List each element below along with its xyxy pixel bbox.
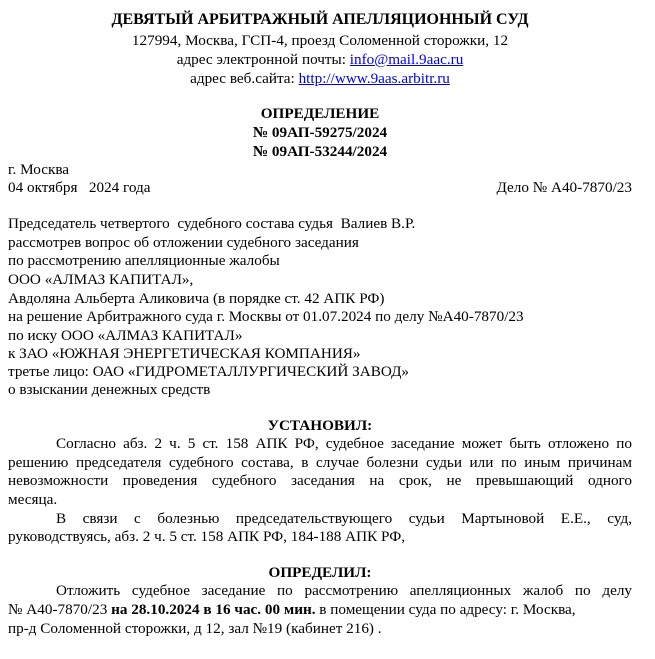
court-name: ДЕВЯТЫЙ АРБИТРАЖНЫЙ АПЕЛЛЯЦИОННЫЙ СУД <box>111 11 529 28</box>
site-line <box>0 69 640 88</box>
ruled-location: в помещении суда по адресу: г. Москва, <box>319 601 576 618</box>
date: 04 октября 2024 года <box>8 179 151 196</box>
intro-line: рассмотрев вопрос об отложении судебного заседания <box>8 234 359 251</box>
court-address: 127994, Москва, ГСП-4, проезд Соломенной сторожки, 12 <box>131 32 509 49</box>
intro-line: третье лицо: ОАО «ГИДРОМЕТАЛЛУРГИЧЕСКИЙ ЗАВОД» <box>8 363 410 380</box>
ruled-heading: ОПРЕДЕЛИЛ: <box>268 564 372 581</box>
established-p2-line: руководствуясь, абз. 2 ч. 5 ст. 158 АПК РФ, 184-188 АПК РФ, <box>8 528 406 545</box>
city: г. Москва <box>8 161 70 178</box>
doc-title: ОПРЕДЕЛЕНИЕ <box>260 105 380 122</box>
intro-line: Авдоляна Альберта Аликовича (в порядке ст. 42 АПК РФ) <box>8 290 385 307</box>
ruled-in: в <box>203 601 212 618</box>
case-number: Дело № А40-7870/23 <box>496 179 632 196</box>
established-p1-line: невозможности проведения судебного заседания на срок, не превышающий одного <box>8 472 632 489</box>
established-p1-line: месяца. <box>8 491 58 508</box>
ruled-case-number: № А40-7870/23 <box>8 601 108 618</box>
established-p1-line: Согласно абз. 2 ч. 5 ст. 158 АПК РФ, судебное заседание может быть отложено по <box>56 435 632 452</box>
email-line <box>0 50 640 69</box>
intro-line: к ЗАО «ЮЖНАЯ ЭНЕРГЕТИЧЕСКАЯ КОМПАНИЯ» <box>8 345 361 362</box>
ruled-line-1: Отложить судебное заседание по рассмотрению апелляционных жалоб по делу <box>56 582 632 599</box>
email-label: адрес электронной почты: <box>176 51 346 68</box>
ruled-line-3: пр-д Соломенной сторожки, д 12, зал №19 (кабинет 216) . <box>8 620 382 637</box>
site-label: адрес веб.сайта: <box>190 70 295 87</box>
intro-line: по иску ООО «АЛМАЗ КАПИТАЛ» <box>8 327 243 344</box>
site-link[interactable]: http://www.9aas.arbitr.ru <box>298 70 450 87</box>
intro-line: о взыскании денежных средств <box>8 381 211 398</box>
established-p1-line: решению председателя судебного состава, в случае болезни судьи или по иным причинам <box>8 454 632 471</box>
email-link[interactable]: info@mail.9aac.ru <box>349 51 464 68</box>
ruled-time: 16 час. 00 мин. <box>215 601 316 618</box>
doc-number-1: № 09АП-59275/2024 <box>252 124 388 141</box>
established-heading: УСТАНОВИЛ: <box>267 417 373 434</box>
intro-line: Председатель четвертого судебного состава судья Валиев В.Р. <box>8 215 416 232</box>
doc-number-2: № 09АП-53244/2024 <box>252 143 388 160</box>
ruled-line-2 <box>8 600 576 619</box>
ruled-date: на 28.10.2024 <box>111 601 200 618</box>
intro-line: ООО «АЛМАЗ КАПИТАЛ», <box>8 271 194 288</box>
intro-line: на решение Арбитражного суда г. Москвы от 01.07.2024 по делу №А40-7870/23 <box>8 308 524 325</box>
intro-line: по рассмотрению апелляционные жалобы <box>8 252 280 269</box>
established-p2-line: В связи с болезнью председательствующего судьи Мартыновой Е.Е., суд, <box>56 510 632 527</box>
